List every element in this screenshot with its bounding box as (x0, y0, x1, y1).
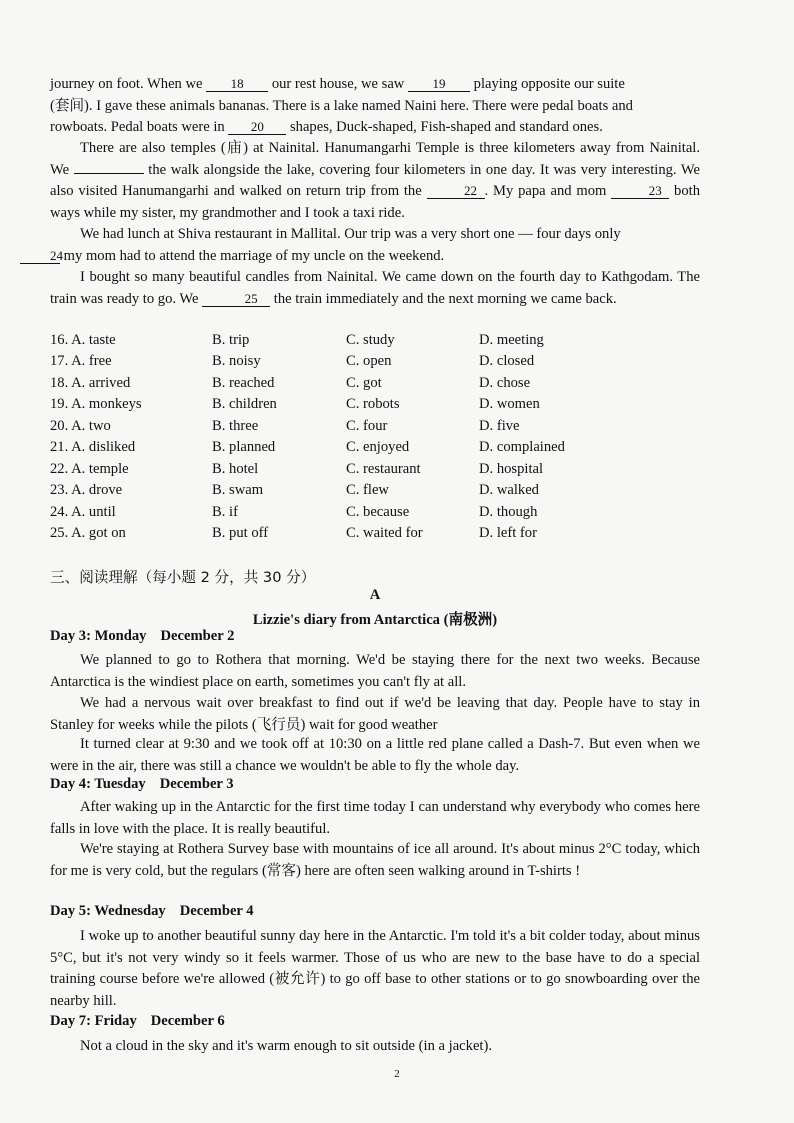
option-choice: 20. A. two (50, 417, 111, 434)
option-row (50, 459, 650, 480)
day-date: December 4 (179, 903, 254, 919)
option-choice: 18. A. arrived (50, 374, 131, 391)
diary-paragraph: After waking up in the Antarctic for the first time today I can understand why everybody who comes here falls in love with the place. It is really beautiful. (50, 799, 700, 837)
option-choice: B. three (212, 417, 259, 434)
text: . My papa and mom (484, 183, 612, 199)
option-choice: D. closed (479, 353, 535, 370)
option-choice: D. complained (479, 439, 565, 456)
option-choice: B. noisy (212, 353, 261, 370)
option-choice: 21. A. disliked (50, 439, 136, 456)
text: journey on foot. When we (50, 76, 207, 92)
text: both ways while my sister, my grandmother and I took a taxi ride. (50, 183, 700, 221)
answer-blank: 22 (427, 183, 485, 199)
day-date: December 3 (159, 776, 234, 792)
cloze-paragraph-4 (50, 267, 700, 310)
option-row (50, 330, 650, 351)
option-row (50, 523, 650, 544)
text: shapes, Duck-shaped, Fish-shaped and standard ones. (286, 119, 603, 135)
option-choice: B. planned (212, 439, 276, 456)
section-title: 三、阅读理解（每小题 2 分，共 30 分） (50, 569, 316, 586)
passage-title: Lizzie's diary from Antarctica (南极洲) (252, 612, 498, 628)
option-choice: D. left for (479, 524, 537, 541)
option-choice: B. if (212, 503, 238, 520)
cloze-paragraph-1 (50, 74, 700, 139)
option-choice: C. because (346, 503, 410, 520)
option-row (50, 502, 650, 523)
text: (套间). I gave these animals bananas. There is a lake named Naini here. There were pedal boats and (50, 97, 633, 114)
option-row (50, 416, 650, 437)
day-heading (50, 903, 254, 920)
option-choice: C. robots (346, 396, 400, 413)
day-heading (50, 776, 234, 793)
option-choice: 25. A. got on (50, 524, 126, 541)
answer-blank (74, 173, 144, 174)
answer-blank: 25 (202, 291, 270, 307)
option-choice: C. restaurant (346, 460, 421, 477)
option-choice: C. enjoyed (346, 439, 410, 456)
text: my mom had to attend the marriage of my uncle on the weekend. (60, 247, 445, 264)
answer-blank: 24 (20, 248, 60, 264)
option-choice: D. meeting (479, 332, 544, 348)
option-choice: C. study (346, 332, 395, 348)
text: playing opposite our suite (470, 76, 625, 92)
option-choice: C. got (346, 374, 382, 391)
text: rowboats. Pedal boats were in (50, 119, 229, 135)
option-choice: 19. A. monkeys (50, 396, 142, 413)
option-choice: 23. A. drove (50, 482, 123, 499)
text: the walk alongside the lake, covering four kilometers in one day. It was very interesting. We also visited Hanumangarhi and walked on return trip from the (50, 161, 700, 199)
text: There are also temples (庙) at Nainital. Hanumangarhi Temple is three kilometers away from Nainital. We (50, 140, 700, 178)
option-choice: D. women (479, 396, 540, 413)
diary-paragraph: It turned clear at 9:30 and we took off at 10:30 on a little red plane called a Dash-7. But even when we were in the air, there was still a chance we wouldn't be able to fly the whole day. (50, 736, 700, 774)
options-list (50, 330, 650, 544)
option-choice: D. walked (479, 482, 539, 499)
day-date: December 6 (150, 1013, 225, 1029)
option-choice: C. waited for (346, 524, 423, 541)
cloze-paragraph-3 (50, 224, 700, 267)
option-choice: C. flew (346, 482, 389, 499)
option-choice: B. hotel (212, 460, 259, 477)
option-row (50, 394, 650, 415)
option-choice: 24. A. until (50, 503, 116, 520)
diary-paragraph: We planned to go to Rothera that morning. We'd be staying there for the next two weeks. Because Antarctica is the windiest place on earth, sometimes you can't fly at all. (50, 652, 700, 690)
day-label: Day 7: Friday (50, 1013, 137, 1029)
option-row (50, 351, 650, 372)
text: the train immediately and the next morning we came back. (270, 290, 617, 307)
passage-letter: A (369, 587, 381, 603)
option-choice: C. four (346, 417, 388, 434)
cloze-paragraph-2 (50, 138, 700, 224)
option-choice: 22. A. temple (50, 460, 129, 477)
option-choice: 16. A. taste (50, 332, 116, 348)
option-choice: C. open (346, 353, 392, 370)
day-heading (50, 628, 234, 645)
diary-paragraph: We had a nervous wait over breakfast to find out if we'd be leaving that day. People have to stay in Stanley for weeks while the pilots (飞行员) wait for good weather (50, 695, 700, 733)
answer-blank: 19 (408, 76, 470, 92)
diary-paragraph: We're staying at Rothera Survey base with mountains of ice all around. It's about minus 2°C today, which for me is very cold, but the regulars (常客) here are often seen walking around in T-shirts ! (50, 841, 700, 879)
option-choice: B. children (212, 396, 277, 413)
option-row (50, 480, 650, 501)
option-choice: D. five (479, 417, 520, 434)
diary-paragraph: I woke up to another beautiful sunny day here in the Antarctic. I'm told it's a bit colder today, about minus 5°C, but it's not very windy so it feels warmer. Those of us who are new to the base have to do a special training course before we're allowed (被允许) to go off base to other stations or to go snowboarding over the nearby hill. (50, 928, 700, 1009)
option-row (50, 373, 650, 394)
option-choice: B. trip (212, 332, 250, 348)
diary-paragraph: Not a cloud in the sky and it's warm enough to sit outside (in a jacket). (80, 1038, 492, 1054)
day-label: Day 5: Wednesday (50, 903, 166, 919)
text: our rest house, we saw (268, 76, 408, 92)
option-choice: B. reached (212, 374, 275, 391)
answer-blank: 20 (228, 119, 286, 135)
text: We had lunch at Shiva restaurant in Mallital. Our trip was a very short one — four days only (80, 226, 621, 242)
option-choice: D. hospital (479, 460, 544, 477)
option-choice: D. chose (479, 374, 531, 391)
day-date: December 2 (160, 628, 235, 644)
text: I bought so many beautiful candles from Nainital. We came down on the fourth day to Kathgodam. The train was ready to go. We (50, 269, 700, 307)
option-row (50, 437, 650, 458)
answer-blank: 23 (611, 183, 669, 199)
option-choice: 17. A. free (50, 353, 112, 370)
answer-blank: 18 (206, 76, 268, 92)
option-choice: B. put off (212, 524, 269, 541)
option-choice: B. swam (212, 482, 264, 499)
option-choice: D. though (479, 503, 538, 520)
day-label: Day 4: Tuesday (50, 776, 146, 792)
day-label: Day 3: Monday (50, 628, 147, 644)
page-number: 2 (394, 1068, 400, 1080)
day-heading (50, 1013, 225, 1030)
